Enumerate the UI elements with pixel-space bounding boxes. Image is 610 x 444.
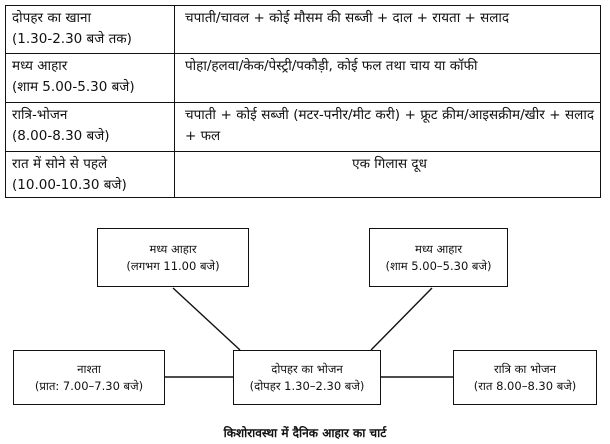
time-cell <box>6 6 175 54</box>
menu-cell: पोहा/हलवा/केक/पेस्ट्री/पकौड़ी, कोई फल तथा चाय या कॉफी <box>175 54 601 103</box>
table-row <box>6 54 601 103</box>
connector-line <box>371 288 432 350</box>
table-row <box>6 152 601 198</box>
lunch-box <box>233 350 381 405</box>
table-row <box>6 103 601 152</box>
time-range: (8.00-8.30 बजे) <box>12 128 110 144</box>
table-row <box>6 6 601 54</box>
box-title: मध्य आहार <box>149 241 197 256</box>
box-time: (प्रात: 7.00–7.30 बजे) <box>34 378 144 393</box>
connector-line <box>173 288 240 350</box>
mid-morning-box <box>97 228 249 287</box>
box-time: (शाम 5.00–5.30 बजे) <box>385 258 492 273</box>
time-label: दोपहर का खाना <box>12 10 91 26</box>
box-time: (लगभग 11.00 बजे) <box>126 258 220 273</box>
meal-schedule-table <box>5 5 601 198</box>
time-label: रात्रि-भोजन <box>12 107 68 123</box>
box-title: मध्य आहार <box>414 241 463 256</box>
dinner-box <box>453 350 597 405</box>
box-title: दोपहर का भोजन <box>271 361 343 376</box>
box-title: नाश्ता <box>77 361 101 376</box>
menu-cell: एक गिलास दूध <box>175 152 601 198</box>
box-time: (दोपहर 1.30–2.30 बजे) <box>249 378 365 393</box>
box-title: रात्रि का भोजन <box>493 361 557 376</box>
menu-cell: चपाती/चावल + कोई मौसम की सब्जी + दाल + रायता + सलाद <box>175 6 601 54</box>
time-range: (1.30-2.30 बजे तक) <box>12 31 132 47</box>
time-label: रात में सोने से पहले <box>12 156 108 172</box>
box-time: (रात 8.00–8.30 बजे) <box>473 378 577 393</box>
time-cell <box>6 152 175 198</box>
breakfast-box <box>13 350 165 405</box>
figure-caption: किशोरावस्था में दैनिक आहार का चार्ट <box>223 426 387 440</box>
time-range: (शाम 5.00-5.30 बजे) <box>12 79 135 95</box>
time-cell <box>6 103 175 152</box>
time-cell <box>6 54 175 103</box>
evening-snack-box <box>369 228 508 287</box>
time-label: मध्य आहार <box>12 58 68 74</box>
menu-cell: चपाती + कोई सब्जी (मटर-पनीर/मीट करी) + फ्रूट क्रीम/आइसक्रीम/खीर + सलाद + फल <box>175 103 601 152</box>
time-range: (10.00-10.30 बजे) <box>12 177 127 193</box>
